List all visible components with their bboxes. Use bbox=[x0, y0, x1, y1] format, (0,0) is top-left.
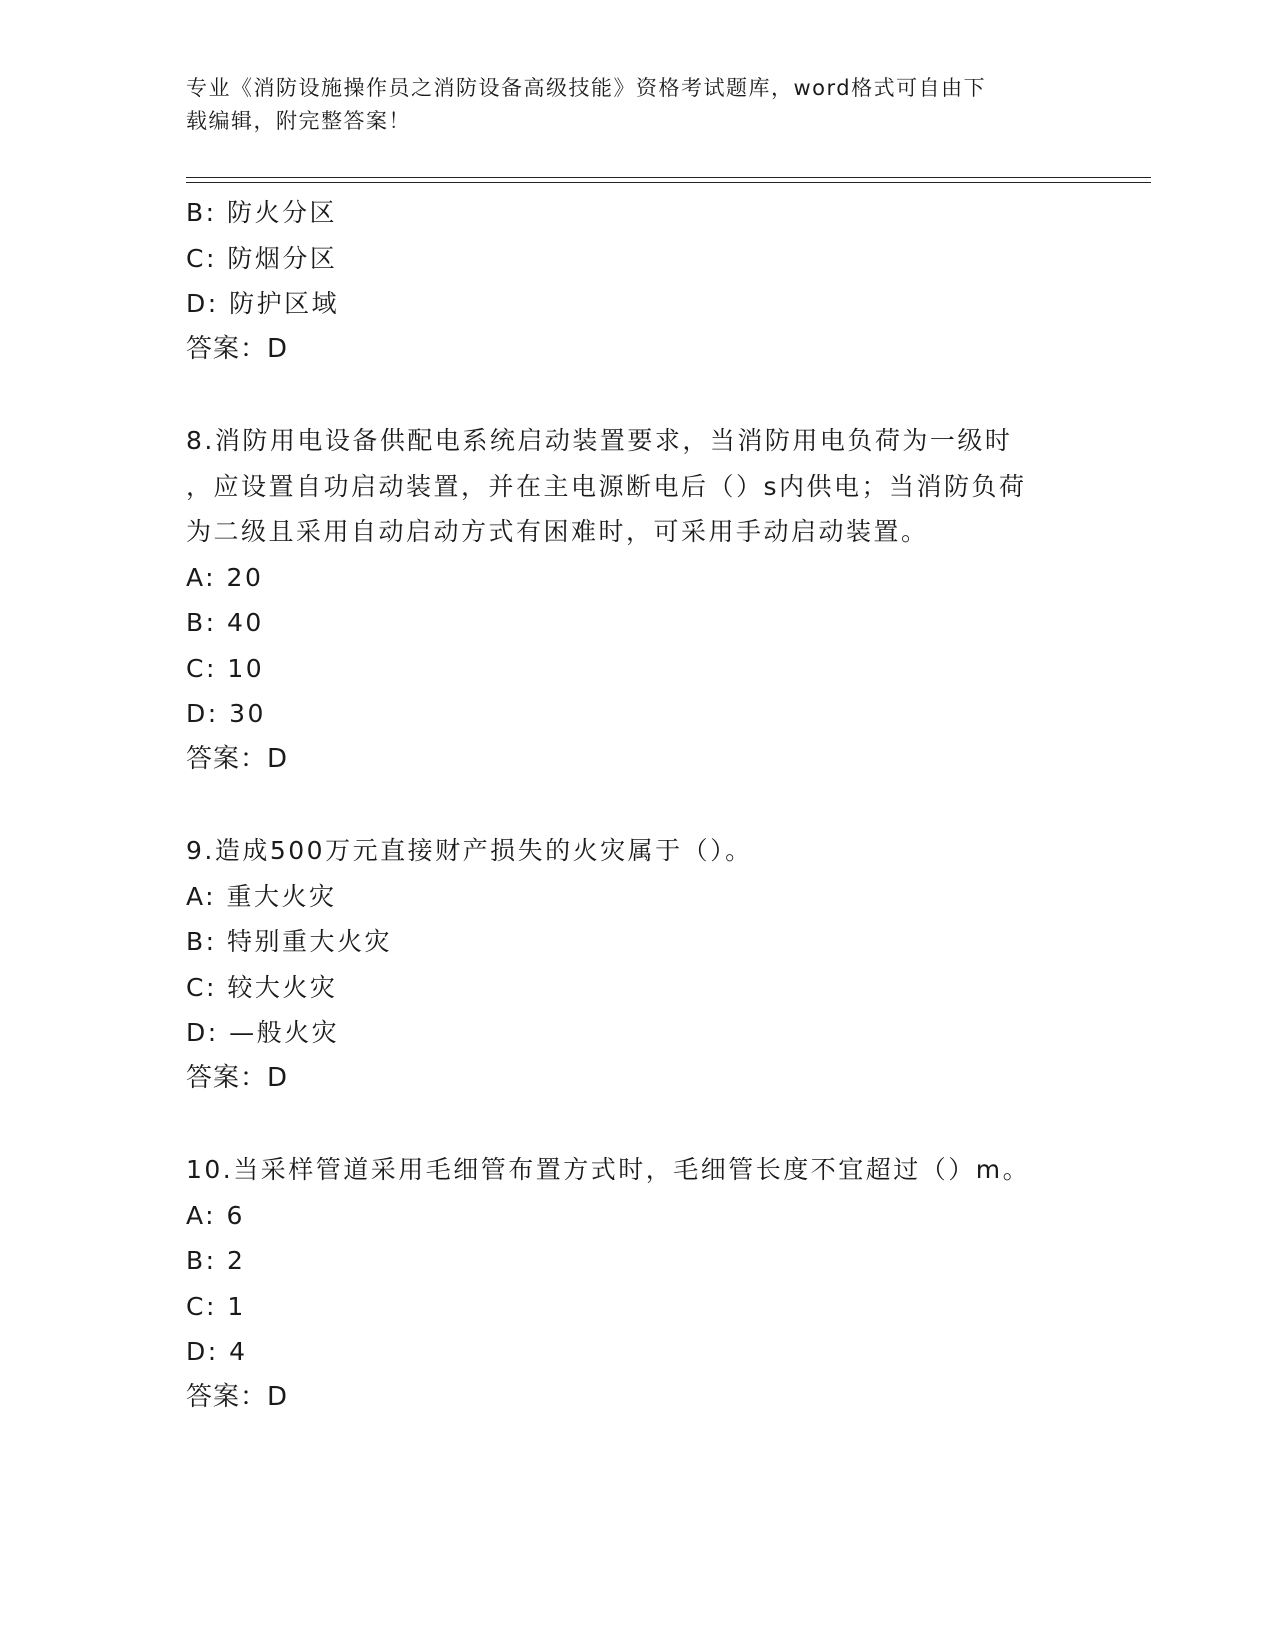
option-c: C: 较大火灾 bbox=[186, 972, 338, 1002]
option-d: D: 30 bbox=[186, 699, 266, 728]
question-7-tail bbox=[186, 190, 1086, 372]
option-a: A: 重大火灾 bbox=[186, 881, 337, 911]
question-10 bbox=[186, 1147, 1086, 1420]
question-stem: 9.造成500万元直接财产损失的火灾属于（）。 bbox=[186, 836, 753, 865]
question-stem-line-2: ，应设置自功启动装置，并在主电源断电后（）s内供电；当消防负荷 bbox=[186, 471, 1027, 501]
answer-line: 答案：D bbox=[186, 743, 289, 774]
answer-line: 答案：D bbox=[186, 333, 289, 364]
option-b: B: 2 bbox=[186, 1246, 246, 1275]
option-a: A: 20 bbox=[186, 562, 264, 592]
option-d: D: 4 bbox=[186, 1337, 248, 1366]
option-b: B: 防火分区 bbox=[186, 198, 338, 227]
option-a: A: 6 bbox=[186, 1200, 245, 1230]
question-stem-line-3: 为二级且采用自动启动方式有困难时，可采用手动启动装置。 bbox=[186, 517, 929, 546]
option-c: C: 10 bbox=[186, 653, 265, 683]
question-9 bbox=[186, 828, 1086, 1101]
option-b: B: 特别重大火灾 bbox=[186, 927, 393, 956]
answer-line: 答案：D bbox=[186, 1062, 289, 1093]
option-c: C: 防烟分区 bbox=[186, 243, 338, 273]
answer-line: 答案：D bbox=[186, 1381, 289, 1412]
header-line-1: 专业《消防设施操作员之消防设备高级技能》资格考试题库，word格式可自由下 bbox=[186, 76, 987, 100]
question-content bbox=[186, 190, 1086, 1420]
page-header bbox=[186, 72, 1066, 138]
option-b: B: 40 bbox=[186, 608, 264, 637]
option-d: D: 防护区域 bbox=[186, 289, 340, 318]
header-divider-bottom bbox=[186, 182, 1151, 183]
header-divider-top bbox=[186, 177, 1151, 178]
question-8 bbox=[186, 418, 1086, 782]
question-stem: 10.当采样管道采用毛细管布置方式时，毛细管长度不宜超过（）m。 bbox=[186, 1155, 1031, 1184]
header-line-2: 载编辑，附完整答案！ bbox=[186, 109, 411, 133]
option-d: D: —般火灾 bbox=[186, 1018, 340, 1047]
question-stem-line-1: 8.消防用电设备供配电系统启动装置要求，当消防用电负荷为一级时 bbox=[186, 426, 1013, 455]
option-c: C: 1 bbox=[186, 1291, 246, 1321]
